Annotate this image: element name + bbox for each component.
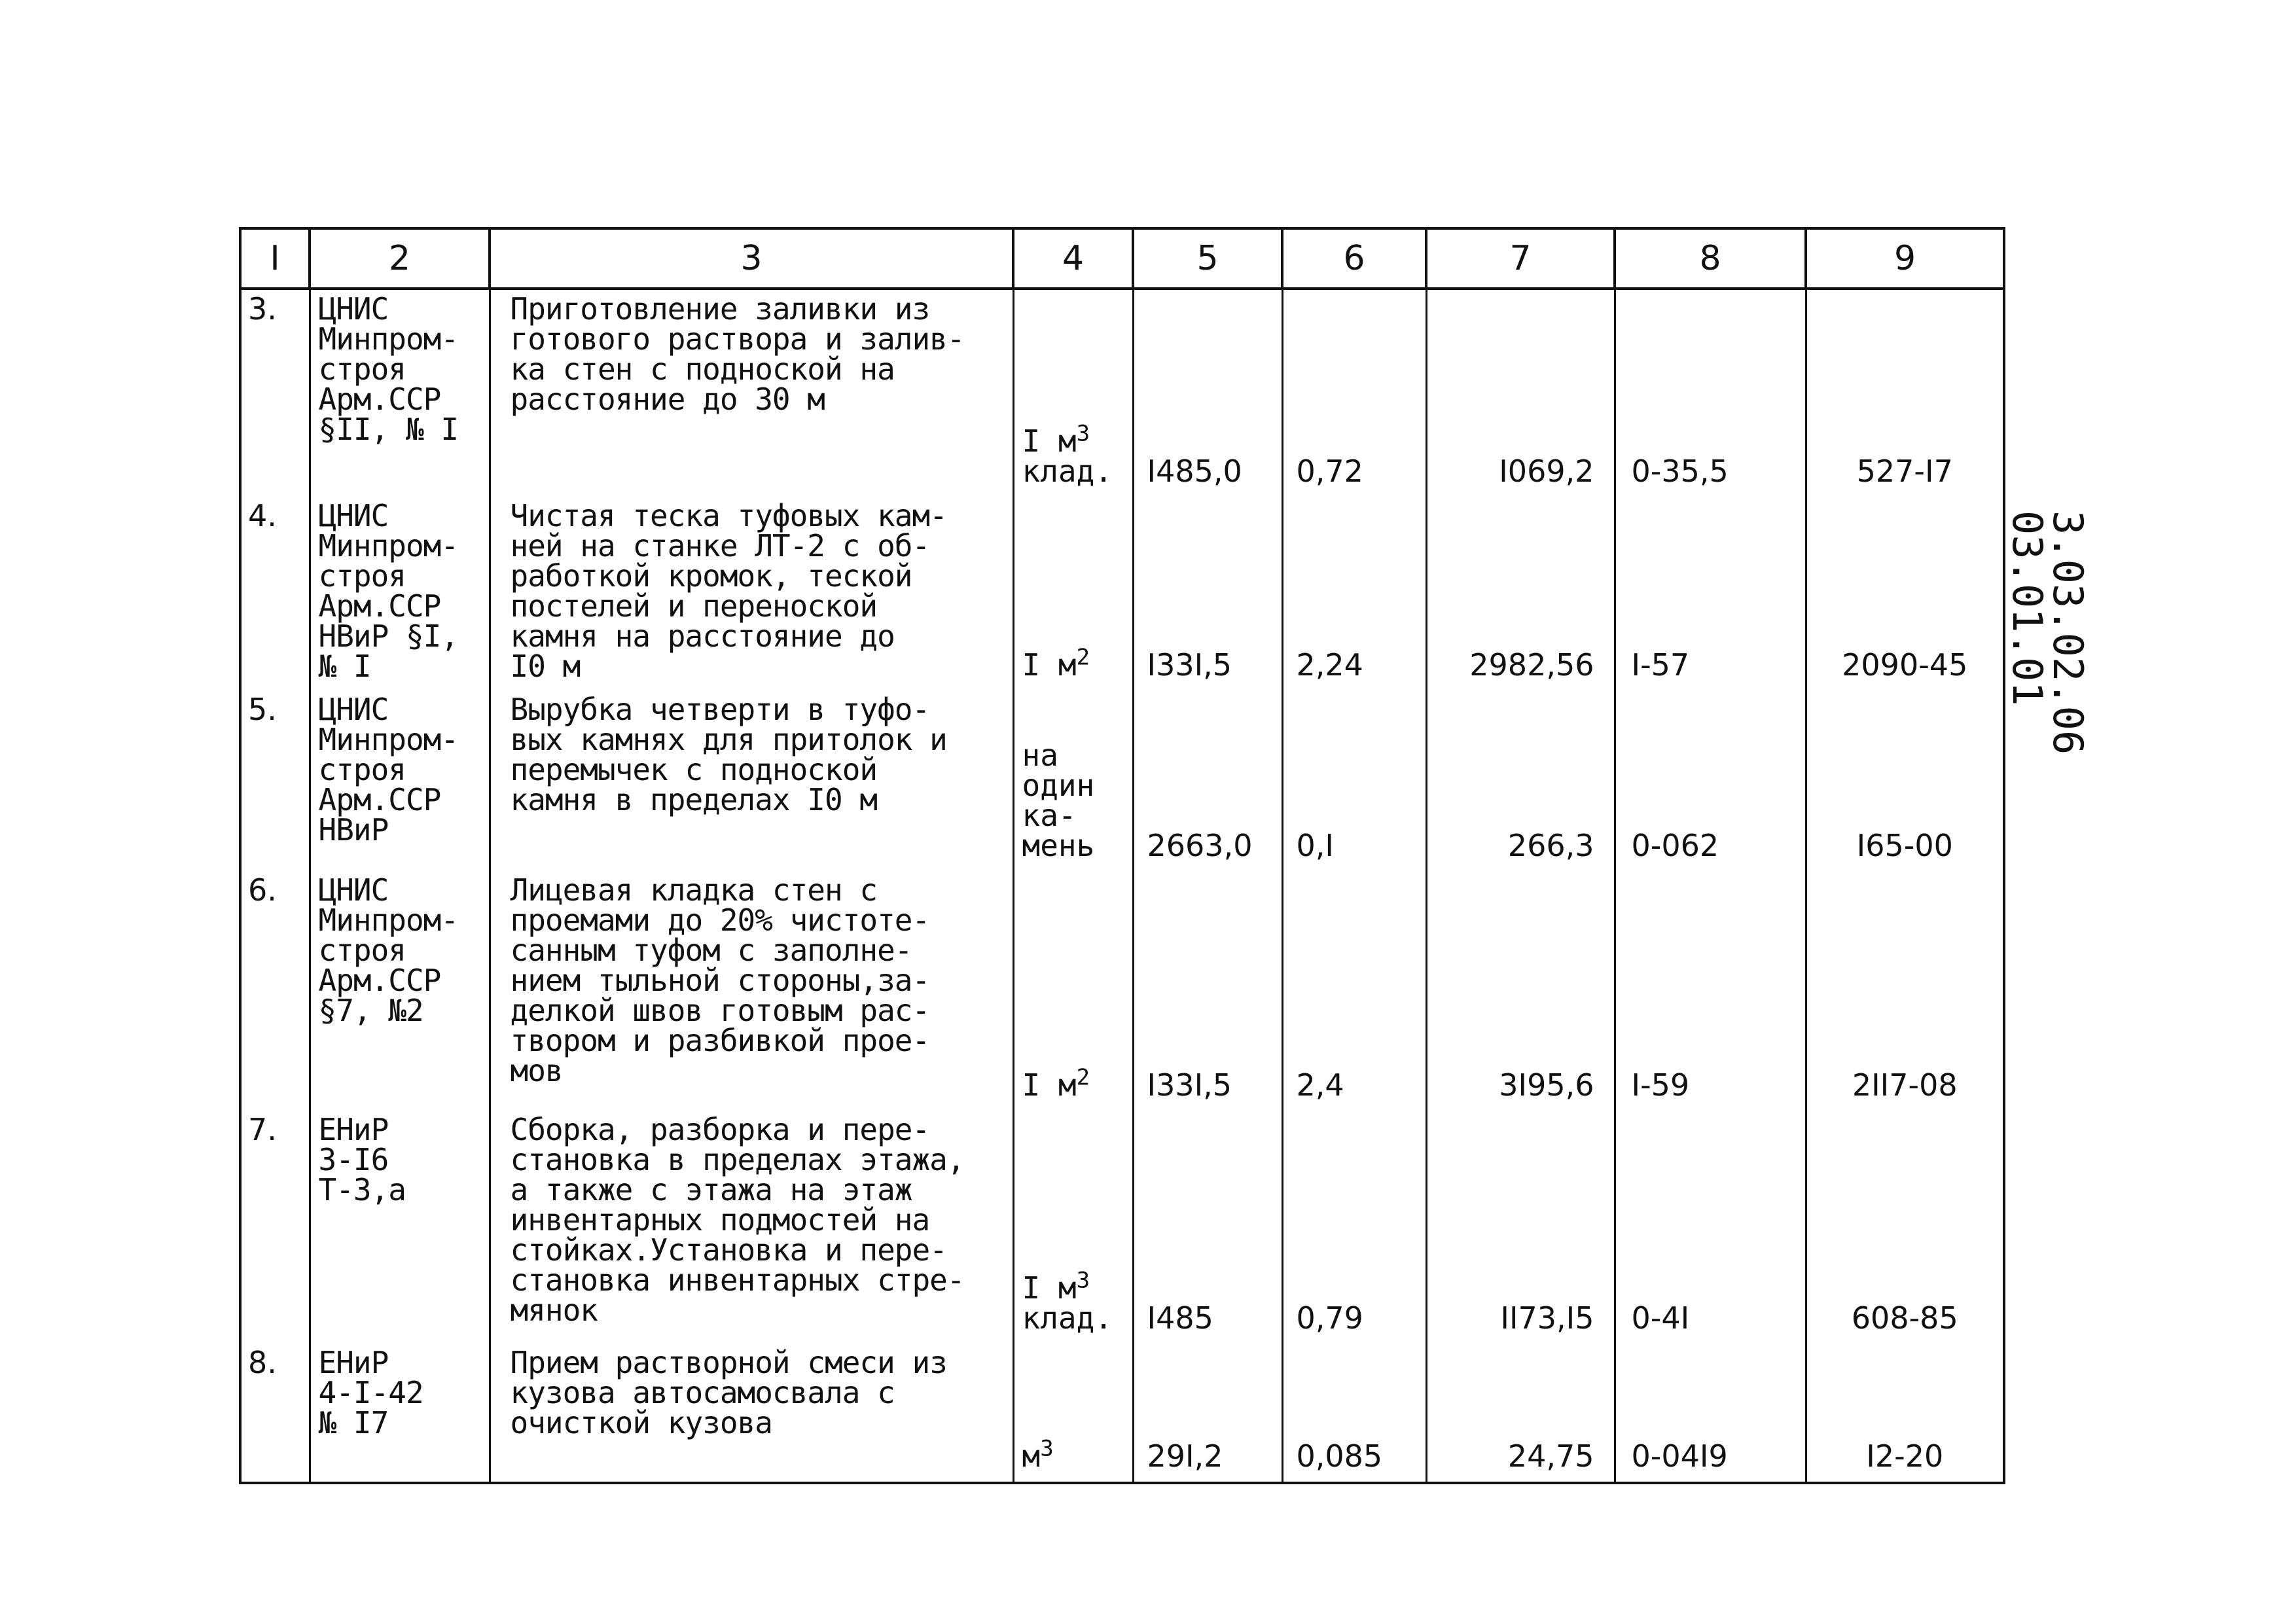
- row-number: 6.: [240, 871, 310, 1111]
- unit-text: I м: [1022, 1270, 1077, 1306]
- estimate-table: [239, 227, 2005, 1484]
- value-col5: I33I,5: [1133, 871, 1282, 1111]
- norm-source: ЕНиР 4-I-42 № I7: [310, 1344, 490, 1483]
- value-col5: I485,0: [1133, 289, 1282, 497]
- value-col6: 2,24: [1282, 497, 1426, 690]
- row-number: 4.: [240, 497, 310, 690]
- work-description: Лицевая кладка стен с проемами до 20% чистоте- санным туфом с заполне- нием тыльной стороны,за- делкой швов готовым рас- твором и разбивкой прое- мов: [490, 871, 1013, 1111]
- value-col8: I-59: [1615, 871, 1806, 1111]
- value-col5: 29I,2: [1133, 1344, 1282, 1483]
- norm-source: ЕНиР 3-I6 Т-3,а: [310, 1111, 490, 1344]
- unit-text: I м: [1022, 1067, 1077, 1103]
- table-row: [240, 1111, 2004, 1344]
- value-col9: I2-20: [1806, 1344, 2004, 1483]
- unit-cell: [1013, 1111, 1133, 1344]
- norm-source: ЦНИС Минпром- строя Арм.ССР §II, № I: [310, 289, 490, 497]
- value-col8: 0-4I: [1615, 1111, 1806, 1344]
- value-col8: I-57: [1615, 497, 1806, 690]
- work-description: Сборка, разборка и пере- становка в пределах этажа, а также с этажа на этаж инвентарных подмостей на стойках.Установка и пере- становка инвентарных стре- мянок: [490, 1111, 1013, 1344]
- table-row: [240, 289, 2004, 497]
- value-col9: 527-I7: [1806, 289, 2004, 497]
- header-cell: 8: [1615, 228, 1806, 289]
- norm-source: ЦНИС Минпром- строя Арм.ССР НВиР §I, № I: [310, 497, 490, 690]
- work-description: Вырубка четверти в туфо- вых камнях для притолок и перемычек с подноской камня в пределах I0 м: [490, 690, 1013, 871]
- header-cell: I: [240, 228, 310, 289]
- value-col6: 0,085: [1282, 1344, 1426, 1483]
- unit-exponent: 2: [1076, 644, 1090, 671]
- value-col7: 3I95,6: [1426, 871, 1615, 1111]
- unit-text: I м: [1022, 647, 1077, 683]
- unit-text: на один ка- мень: [1022, 738, 1095, 863]
- header-cell: 2: [310, 228, 490, 289]
- value-col9: 2II7-08: [1806, 871, 2004, 1111]
- table-row: [240, 1344, 2004, 1483]
- value-col8: 0-35,5: [1615, 289, 1806, 497]
- header-cell: 3: [490, 228, 1013, 289]
- header-cell: 4: [1013, 228, 1133, 289]
- unit-text: I м: [1022, 423, 1077, 459]
- value-col8: 0-062: [1615, 690, 1806, 871]
- header-cell: 6: [1282, 228, 1426, 289]
- value-col5: 2663,0: [1133, 690, 1282, 871]
- work-description: Прием растворной смеси из кузова автосамосвала с очисткой кузова: [490, 1344, 1013, 1483]
- document-code-stamp: 3.03.02.06 03.01.01: [2003, 510, 2092, 755]
- value-col6: 0,79: [1282, 1111, 1426, 1344]
- value-col7: 266,3: [1426, 690, 1615, 871]
- unit-cell: [1013, 289, 1133, 497]
- value-col9: 2090-45: [1806, 497, 2004, 690]
- value-col6: 0,I: [1282, 690, 1426, 871]
- unit-text: м: [1022, 1438, 1041, 1474]
- header-cell: 5: [1133, 228, 1282, 289]
- unit-exponent: 3: [1076, 1267, 1090, 1294]
- value-col6: 0,72: [1282, 289, 1426, 497]
- work-description: Чистая теска туфовых кам- ней на станке ЛТ-2 с об- работкой кромок, теской постелей и переноской камня на расстояние до I0 м: [490, 497, 1013, 690]
- row-number: 8.: [240, 1344, 310, 1483]
- unit-cell: [1013, 690, 1133, 871]
- table-row: [240, 497, 2004, 690]
- value-col9: I65-00: [1806, 690, 2004, 871]
- norm-source: ЦНИС Минпром- строя Арм.ССР §7, №2: [310, 871, 490, 1111]
- unit-exponent: 3: [1076, 420, 1090, 447]
- value-col6: 2,4: [1282, 871, 1426, 1111]
- unit-cell: [1013, 497, 1133, 690]
- row-number: 7.: [240, 1111, 310, 1344]
- unit-exponent: 3: [1040, 1435, 1054, 1462]
- header-cell: 7: [1426, 228, 1615, 289]
- unit-suffix: клад.: [1022, 454, 1113, 489]
- header-row: [240, 228, 2004, 289]
- value-col7: I069,2: [1426, 289, 1615, 497]
- value-col7: 24,75: [1426, 1344, 1615, 1483]
- unit-exponent: 2: [1076, 1064, 1090, 1091]
- unit-suffix: клад.: [1022, 1300, 1113, 1336]
- norm-source: ЦНИС Минпром- строя Арм.ССР НВиР: [310, 690, 490, 871]
- unit-cell: [1013, 1344, 1133, 1483]
- value-col5: I485: [1133, 1111, 1282, 1344]
- row-number: 3.: [240, 289, 310, 497]
- value-col5: I33I,5: [1133, 497, 1282, 690]
- table-row: [240, 871, 2004, 1111]
- unit-cell: [1013, 871, 1133, 1111]
- value-col8: 0-04I9: [1615, 1344, 1806, 1483]
- value-col7: 2982,56: [1426, 497, 1615, 690]
- value-col7: II73,I5: [1426, 1111, 1615, 1344]
- value-col9: 608-85: [1806, 1111, 2004, 1344]
- table-row: [240, 690, 2004, 871]
- work-description: Приготовление заливки из готового раствора и залив- ка стен с подноской на расстояние до 30 м: [490, 289, 1013, 497]
- row-number: 5.: [240, 690, 310, 871]
- header-cell: 9: [1806, 228, 2004, 289]
